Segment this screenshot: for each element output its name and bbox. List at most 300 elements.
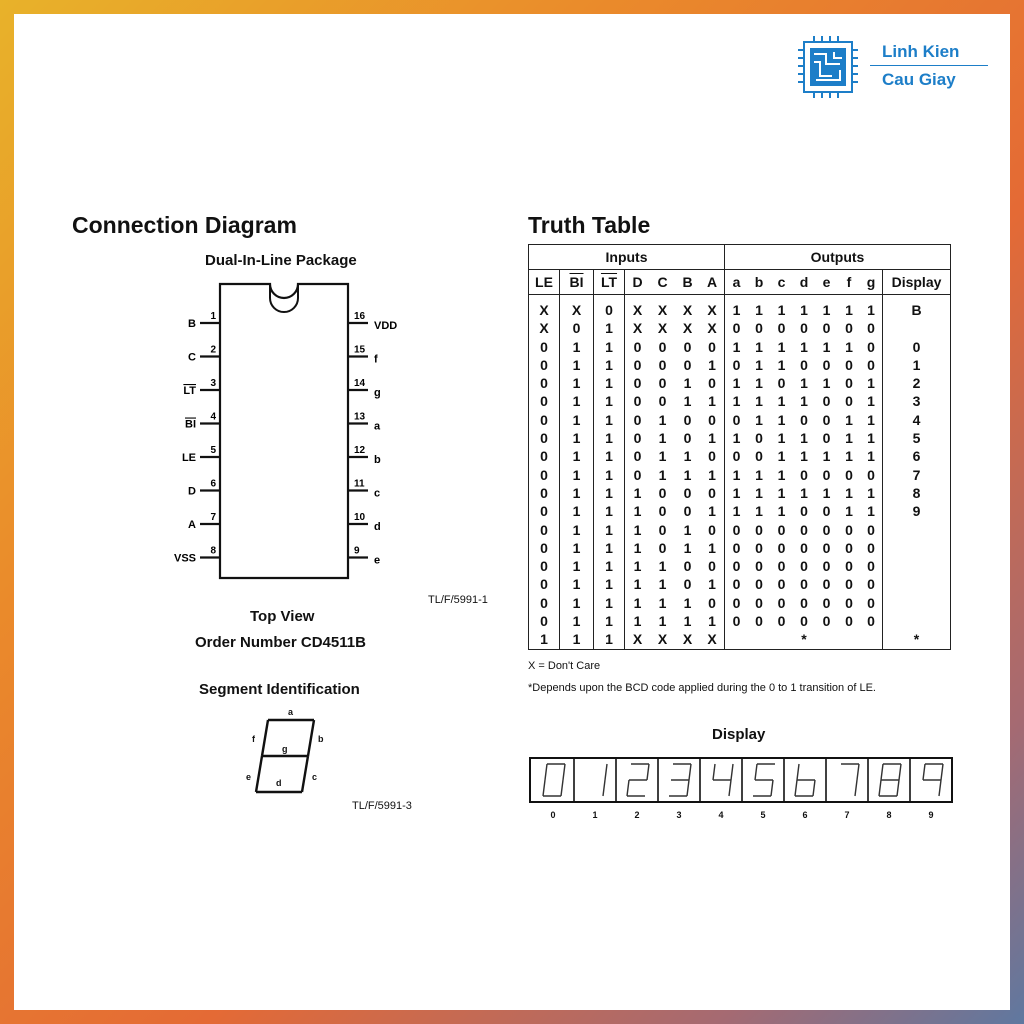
table-cell: 1	[822, 375, 831, 392]
display-digit-label: 8	[886, 810, 892, 820]
table-cell: 0	[683, 356, 692, 373]
table-cell: 0	[658, 375, 667, 392]
table-row	[529, 338, 951, 356]
table-cell: 1	[845, 338, 853, 355]
truth-table-title: Truth Table	[528, 212, 651, 238]
document-sheet	[14, 14, 1010, 1010]
table-cell: 0	[683, 430, 692, 447]
table-cell: 0	[822, 503, 831, 520]
table-cell: 7	[883, 466, 951, 484]
table-cell: 0	[822, 430, 831, 447]
table-cell: 0	[822, 466, 831, 483]
table-row	[529, 466, 951, 484]
pin-12-number: 12	[354, 445, 366, 456]
table-cell: 1	[777, 338, 786, 355]
table-cell: 1	[560, 392, 594, 410]
display-digit-label: 9	[928, 810, 934, 820]
pin-2-number: 2	[210, 344, 216, 356]
table-cell: 0	[708, 448, 716, 465]
segment-b	[731, 764, 733, 780]
table-cell: X	[707, 302, 717, 318]
table-cell: 0	[708, 521, 716, 538]
table-cell: 0	[845, 320, 853, 337]
display-digit-7	[841, 764, 859, 796]
table-cell: 0	[867, 594, 875, 611]
table-cell: X	[625, 319, 651, 337]
table-cell: 0	[822, 576, 831, 593]
table-cell: 1	[658, 411, 667, 428]
segment-c	[687, 780, 689, 796]
table-cell: 1	[594, 484, 625, 502]
table-cell: 1	[845, 430, 853, 447]
table-cell: 0	[708, 558, 716, 575]
table-cell: 1	[708, 503, 716, 520]
table-cell: 1	[883, 356, 951, 374]
ic-body	[220, 284, 348, 578]
table-cell: X	[650, 630, 675, 649]
table-cell: 0	[725, 319, 749, 337]
connection-ref: TL/F/5991-1	[428, 594, 488, 606]
pin-9-number: 9	[354, 545, 360, 557]
segment-diagram	[246, 706, 336, 802]
table-row	[529, 502, 951, 520]
table-row	[529, 374, 951, 392]
table-cell: 0	[529, 466, 560, 484]
table-cell: 0	[800, 356, 808, 373]
table-cell: 1	[755, 466, 763, 483]
table-cell: 0	[529, 447, 560, 465]
table-cell: 0	[625, 392, 651, 410]
table-cell: 0	[822, 594, 831, 611]
table-cell: 1	[800, 448, 808, 465]
table-cell: 0	[800, 539, 808, 556]
table-cell: 1	[625, 539, 651, 557]
table-cell: 0	[625, 447, 651, 465]
table-cell: 1	[560, 539, 594, 557]
table-cell: 1	[845, 503, 853, 520]
display-digit-label: 4	[718, 810, 724, 820]
table-cell: X	[682, 302, 693, 318]
table-cell: 1	[683, 613, 692, 630]
table-cell: 1	[755, 393, 763, 410]
display-digit-label: 0	[550, 810, 556, 820]
seg-label-c: c	[312, 772, 318, 782]
brand-logo	[796, 36, 860, 103]
pin-7-name: A	[188, 519, 196, 531]
table-cell: 1	[560, 356, 594, 374]
table-cell: 1	[755, 338, 763, 355]
pin-4-name: BI	[185, 418, 196, 431]
segment-c	[939, 780, 941, 796]
table-cell: 0	[755, 430, 763, 447]
table-cell: 1	[683, 521, 692, 538]
table-cell: 0	[822, 411, 831, 428]
table-cell: 0	[560, 319, 594, 337]
segment-e	[543, 780, 545, 796]
table-cell: X	[657, 320, 668, 337]
table-cell: 1	[845, 448, 853, 465]
pin-3-name: LT	[183, 385, 196, 397]
table-cell: 0	[777, 594, 786, 611]
table-cell: 0	[625, 429, 651, 447]
table-cell: 1	[594, 319, 625, 337]
col-header-d: D	[625, 270, 651, 295]
table-cell: 1	[800, 302, 808, 318]
table-cell: 8	[883, 484, 951, 502]
table-cell: 1	[560, 484, 594, 502]
pin-6-name: D	[188, 485, 196, 498]
table-row	[529, 557, 951, 575]
pin-5-name: LE	[181, 452, 196, 464]
table-cell: *	[793, 630, 815, 649]
col-header-d: d	[793, 270, 815, 295]
table-cell: 0	[529, 338, 560, 356]
col-header-le: LE	[529, 270, 560, 295]
segment-b	[647, 764, 649, 780]
pin-10-number: 10	[354, 512, 366, 523]
table-cell: 1	[755, 356, 763, 373]
table-cell: 0	[777, 521, 786, 538]
table-cell: 6	[883, 447, 951, 465]
table-cell: 0	[867, 356, 875, 373]
table-row	[529, 594, 951, 612]
segment-title: Segment Identification	[199, 681, 360, 698]
table-cell: 1	[708, 430, 716, 447]
table-cell: 1	[725, 295, 749, 320]
pin-5-number: 5	[210, 445, 216, 456]
table-cell: 1	[708, 393, 716, 410]
table-cell: B	[883, 295, 951, 320]
table-cell: 0	[529, 356, 560, 374]
table-cell: 0	[867, 466, 875, 483]
table-cell	[883, 594, 951, 612]
segment-f	[923, 764, 925, 780]
table-cell: 1	[755, 302, 763, 318]
segment-c	[561, 780, 563, 796]
table-cell: 0	[867, 539, 875, 556]
chip-icon	[796, 36, 860, 98]
table-cell: 1	[777, 484, 786, 501]
table-cell: 0	[867, 338, 875, 355]
table-row	[529, 521, 951, 539]
table-cell: 1	[658, 576, 667, 593]
table-cell: 1	[594, 575, 625, 593]
table-cell: 0	[625, 374, 651, 392]
table-cell: 0	[708, 594, 716, 611]
table-cell: 1	[867, 393, 875, 410]
table-cell: 1	[800, 393, 808, 410]
outputs-header: Outputs	[725, 245, 951, 270]
table-cell: 1	[560, 612, 594, 630]
table-cell: 0	[725, 612, 749, 630]
table-cell: 0	[683, 576, 692, 593]
table-cell: 0	[683, 558, 692, 575]
table-cell: 4	[883, 411, 951, 429]
segment-f	[545, 764, 547, 780]
table-cell: 0	[845, 356, 853, 373]
col-header-c: C	[650, 270, 675, 295]
segment-c	[897, 780, 899, 796]
segment-b	[857, 764, 859, 780]
display-digit-3	[669, 764, 691, 796]
table-cell: 0	[658, 393, 667, 410]
table-cell: 0	[800, 466, 808, 483]
table-cell: 3	[883, 392, 951, 410]
segment-e	[879, 780, 881, 796]
table-cell: 0	[708, 484, 716, 501]
table-cell: 0	[683, 503, 692, 520]
table-cell: 1	[560, 447, 594, 465]
table-cell: 1	[594, 521, 625, 539]
table-cell: X	[529, 295, 560, 320]
table-cell	[883, 521, 951, 539]
pin-8-name: VSS	[173, 552, 196, 565]
col-header-g: g	[860, 270, 883, 295]
table-cell: 0	[822, 521, 831, 538]
table-cell: 0	[755, 613, 763, 630]
table-cell: 0	[845, 375, 853, 392]
table-cell: 1	[755, 411, 763, 428]
table-cell: 0	[625, 411, 651, 429]
table-cell: 0	[867, 613, 875, 630]
display-digit-label: 7	[844, 810, 850, 820]
table-cell: X	[560, 295, 594, 320]
table-cell: 0	[529, 484, 560, 502]
display-digit-0	[543, 764, 565, 796]
table-cell: 0	[658, 521, 667, 538]
table-cell: 1	[708, 576, 716, 593]
seg-label-a: a	[288, 707, 294, 717]
pin-13-number: 13	[354, 411, 366, 423]
table-cell: 1	[867, 430, 875, 447]
table-cell	[748, 630, 770, 649]
table-cell: *	[883, 630, 951, 649]
table-cell: 0	[658, 356, 667, 373]
table-cell	[883, 575, 951, 593]
table-cell: 0	[822, 558, 831, 575]
table-cell: 1	[867, 302, 875, 318]
table-cell	[883, 557, 951, 575]
table-cell: 0	[822, 613, 831, 630]
dip-package-diagram	[164, 276, 424, 586]
display-digit-8	[879, 764, 901, 796]
table-cell: 1	[777, 302, 786, 318]
table-cell: 0	[725, 411, 749, 429]
table-cell: 1	[777, 448, 786, 465]
table-cell: 0	[683, 484, 692, 501]
display-digit-9	[923, 764, 943, 796]
table-cell: 0	[658, 503, 667, 520]
display-digit-label: 3	[676, 810, 682, 820]
table-cell: 1	[867, 411, 875, 428]
pin-10-name: d	[374, 521, 381, 533]
package-label: Dual-In-Line Package	[205, 252, 357, 269]
pin-16-number: 16	[354, 311, 366, 322]
table-cell: 0	[800, 558, 808, 575]
seg-label-b: b	[318, 734, 324, 744]
table-cell: 0	[755, 448, 763, 465]
col-header-f: f	[838, 270, 860, 295]
note-dont-care: X = Don't Care	[528, 660, 601, 672]
table-cell: 1	[777, 356, 786, 373]
table-cell: 0	[845, 576, 853, 593]
table-cell: 0	[625, 338, 651, 356]
table-cell: 2	[883, 374, 951, 392]
table-cell: 1	[560, 411, 594, 429]
segment-f	[755, 764, 757, 780]
segment-f	[713, 764, 715, 780]
table-cell: X	[707, 320, 717, 337]
segment-ref: TL/F/5991-3	[352, 800, 412, 812]
table-cell: 0	[529, 539, 560, 557]
table-cell: 0	[725, 539, 749, 557]
table-cell: 1	[560, 594, 594, 612]
table-cell: 0	[529, 374, 560, 392]
table-cell: 1	[708, 613, 716, 630]
table-cell	[883, 612, 951, 630]
table-cell: 1	[560, 374, 594, 392]
table-cell: 0	[755, 558, 763, 575]
brand-divider	[870, 65, 988, 66]
table-cell: 0	[529, 575, 560, 593]
segment-c	[603, 780, 605, 796]
table-cell: 1	[755, 484, 763, 501]
segment-b	[605, 764, 607, 780]
brand-line2: Cau Giay	[882, 70, 956, 89]
table-cell: 0	[658, 484, 667, 501]
table-cell: 1	[594, 429, 625, 447]
table-cell: 1	[594, 502, 625, 520]
table-cell: 1	[725, 392, 749, 410]
table-cell: 0	[755, 320, 763, 337]
table-cell: 0	[755, 539, 763, 556]
table-cell: 1	[658, 466, 667, 483]
table-cell: 0	[529, 502, 560, 520]
table-cell: 0	[594, 295, 625, 320]
segment-b	[689, 764, 691, 780]
table-cell: 0	[777, 320, 786, 337]
table-row	[529, 356, 951, 374]
table-cell: 1	[708, 356, 716, 373]
col-header-bi: $\overline{BI}$	[560, 270, 594, 295]
table-cell: 1	[755, 503, 763, 520]
display-digits	[528, 756, 958, 822]
table-cell: 1	[658, 430, 667, 447]
table-cell: 1	[625, 484, 651, 502]
table-cell: 0	[800, 411, 808, 428]
table-cell: 0	[708, 411, 716, 428]
table-cell: 0	[800, 594, 808, 611]
table-cell: 0	[777, 375, 786, 392]
display-digit-5	[753, 764, 775, 796]
table-cell	[815, 630, 838, 649]
table-cell: 0	[845, 539, 853, 556]
table-cell: 1	[594, 630, 625, 649]
table-row	[529, 447, 951, 465]
display-title: Display	[712, 726, 766, 743]
table-cell: 1	[658, 613, 667, 630]
pin-14-name: g	[374, 387, 381, 399]
table-cell: 0	[529, 557, 560, 575]
table-cell: 1	[594, 466, 625, 484]
table-cell: 1	[845, 484, 853, 501]
table-cell: 1	[594, 392, 625, 410]
table-cell: 1	[867, 375, 875, 392]
note-depends: *Depends upon the BCD code applied during the 0 to 1 transition of LE.	[528, 682, 876, 694]
table-cell: 0	[845, 594, 853, 611]
table-cell: 0	[867, 521, 875, 538]
table-cell: 1	[625, 594, 651, 612]
table-cell	[838, 630, 860, 649]
segment-f	[881, 764, 883, 780]
col-header-e: e	[815, 270, 838, 295]
table-cell: X	[625, 295, 651, 320]
table-cell: X	[700, 630, 725, 649]
table-cell: X	[529, 319, 560, 337]
table-cell: 1	[594, 539, 625, 557]
connection-title: Connection Diagram	[72, 212, 297, 238]
table-row	[529, 295, 951, 320]
table-cell: 1	[777, 503, 786, 520]
table-cell: 1	[822, 484, 831, 501]
order-number: Order Number CD4511B	[195, 634, 366, 651]
segment-e	[795, 780, 797, 796]
table-cell: 0	[755, 521, 763, 538]
table-cell: 1	[800, 338, 808, 355]
table-cell: 1	[560, 575, 594, 593]
table-cell: 1	[725, 466, 749, 484]
table-cell: 0	[777, 539, 786, 556]
table-cell: 0	[529, 521, 560, 539]
table-cell: 1	[800, 430, 808, 447]
display-digit-label: 2	[634, 810, 640, 820]
table-cell: 1	[800, 375, 808, 392]
table-cell: 0	[725, 356, 749, 374]
pin-2-name: C	[188, 351, 196, 364]
segment-b	[563, 764, 565, 780]
table-cell: 0	[867, 558, 875, 575]
pin-16-name: VDD	[374, 320, 398, 332]
table-cell: 0	[867, 320, 875, 337]
table-cell	[883, 319, 951, 337]
pin-14-number: 14	[354, 378, 366, 389]
display-digit-4	[713, 764, 733, 796]
display-digit-1	[603, 764, 607, 796]
table-cell: 0	[800, 576, 808, 593]
table-cell: 1	[594, 557, 625, 575]
table-row	[529, 392, 951, 410]
pin-1-number: 1	[210, 311, 216, 322]
table-cell: 0	[845, 466, 853, 483]
table-row	[529, 484, 951, 502]
table-cell: 1	[560, 630, 594, 649]
table-cell: 0	[529, 612, 560, 630]
pin-4-number: 4	[210, 411, 216, 423]
table-cell: 0	[883, 338, 951, 356]
table-cell: 1	[560, 521, 594, 539]
table-cell: 1	[683, 448, 692, 465]
table-cell: 0	[845, 558, 853, 575]
table-cell: 5	[883, 429, 951, 447]
pin-12-name: b	[374, 454, 381, 466]
table-cell: 0	[529, 594, 560, 612]
table-cell: 1	[625, 557, 651, 575]
table-cell: 0	[755, 594, 763, 611]
table-row	[529, 612, 951, 630]
table-cell: 1	[755, 375, 763, 392]
table-cell: 1	[625, 612, 651, 630]
table-cell: 0	[800, 613, 808, 630]
